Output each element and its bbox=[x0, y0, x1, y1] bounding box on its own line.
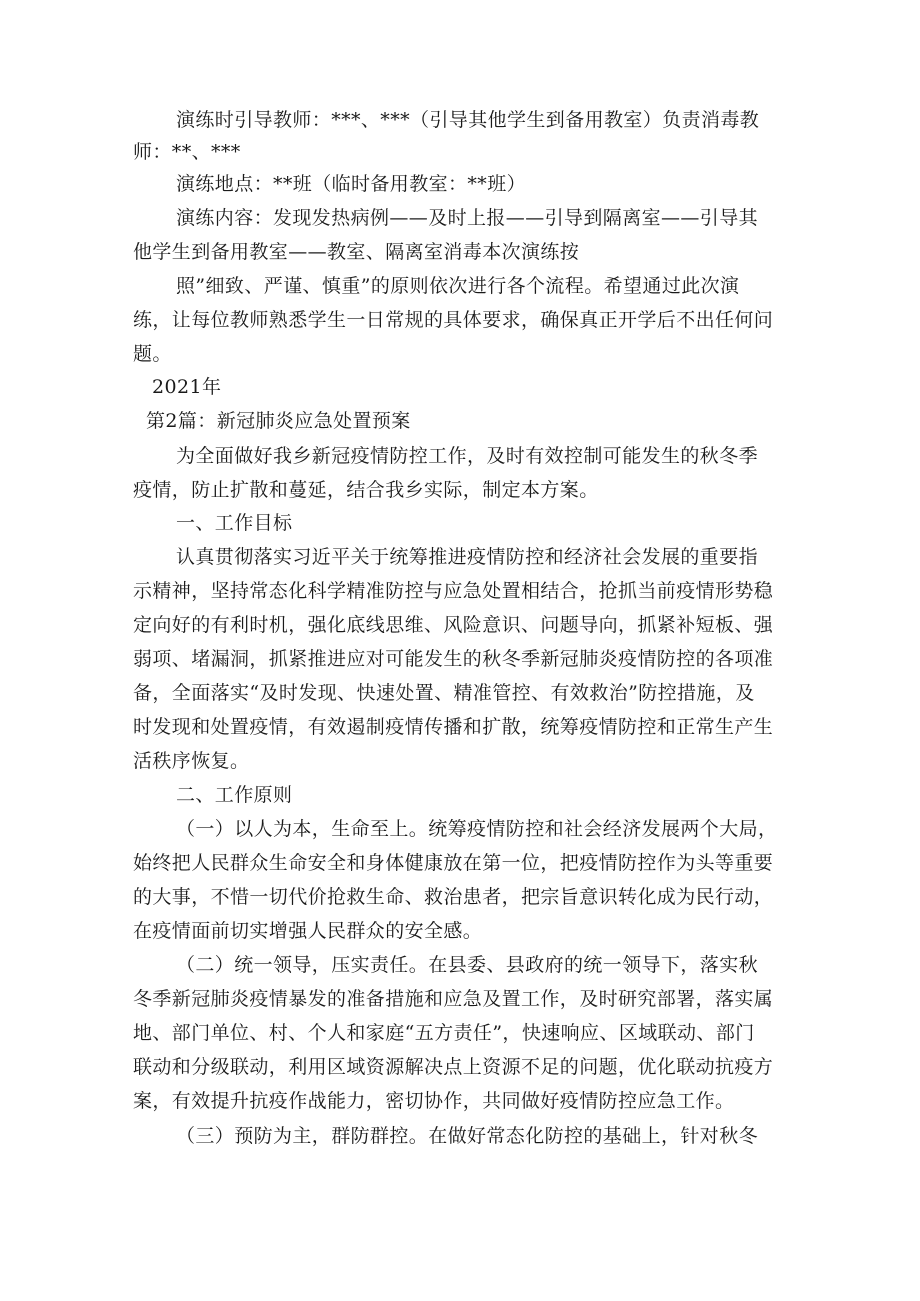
text-line: 活秩序恢复。 bbox=[133, 750, 250, 772]
text-line: （三）预防为主，群防群控。在做好常态化防控的基础上，针对秋冬 bbox=[176, 1125, 759, 1147]
text-line: 演练时引导教师：***、***（引导其他学生到备用教室）负责消毒教 bbox=[176, 109, 760, 131]
text-line: 的大事，不惜一切代价抢救生命、救治患者，把宗旨意识转化成为民行动， bbox=[133, 886, 774, 908]
text-line: 演练地点：**班（临时备用教室：**班） bbox=[176, 173, 527, 195]
text-line: 演练内容：发现发热病例——及时上报——引导到隔离室——引导其 bbox=[176, 207, 759, 229]
text-line: 定向好的有利时机，强化底线思维、风险意识、问题导向，抓紧补短板、强 bbox=[133, 614, 774, 636]
text-line: 题。 bbox=[133, 343, 172, 365]
text-line: 案，有效提升抗疫作战能力，密切协作，共同做好疫情防控应急工作。 bbox=[133, 1090, 735, 1112]
text-line: （一）以人为本，生命至上。统筹疫情防控和社会经济发展两个大局， bbox=[176, 818, 778, 840]
text-line: 2021年 bbox=[152, 376, 222, 398]
text-line: 为全面做好我乡新冠疫情防控工作，及时有效控制可能发生的秋冬季 bbox=[176, 445, 759, 467]
text-line: 练，让每位教师熟悉学生一日常规的具体要求，确保真正开学后不出任何问 bbox=[133, 309, 774, 331]
text-line: 疫情，防止扩散和蔓延，结合我乡实际，制定本方案。 bbox=[133, 479, 599, 501]
text-line: 认真贯彻落实习近平关于统筹推进疫情防控和经济社会发展的重要指 bbox=[176, 546, 759, 568]
text-line: 地、部门单位、村、个人和家庭“五方责任”，快速响应、区域联动、部门 bbox=[133, 1022, 755, 1044]
text-line: 备，全面落实“及时发现、快速处置、精准管控、有效救治”防控措施，及 bbox=[133, 682, 755, 704]
text-line: 始终把人民群众生命安全和身体健康放在第一位，把疫情防控作为头等重要 bbox=[133, 852, 774, 874]
text-line: 照”细致、严谨、慎重”的原则依次进行各个流程。希望通过此次演 bbox=[176, 275, 740, 297]
text-line: 弱项、堵漏洞，抓紧推进应对可能发生的秋冬季新冠肺炎疫情防控的各项准 bbox=[133, 648, 774, 670]
text-line: 师：**、*** bbox=[133, 141, 241, 163]
text-line: 联动和分级联动，利用区域资源解决点上资源不足的问题，优化联动抗疫方 bbox=[133, 1056, 774, 1078]
text-line: 冬季新冠肺炎疫情暴发的准备措施和应急及置工作，及时研究部署，落实属 bbox=[133, 988, 774, 1010]
section-heading: 一、工作目标 bbox=[176, 512, 293, 534]
text-line: 示精神，坚持常态化科学精准防控与应急处置相结合，抢抓当前疫情形势稳 bbox=[133, 580, 774, 602]
text-line: 他学生到备用教室——教室、隔离室消毒本次演练按 bbox=[133, 241, 580, 263]
text-line: 时发现和处置疫情，有效遏制疫情传播和扩散，统筹疫情防控和正常生产生 bbox=[133, 716, 774, 738]
text-line: （二）统一领导，压实责任。在县委、县政府的统一领导下，落实秋 bbox=[176, 954, 759, 976]
text-line: 在疫情面前切实增强人民群众的安全感。 bbox=[133, 920, 483, 942]
section-heading: 第2篇：新冠肺炎应急处置预案 bbox=[146, 410, 411, 432]
section-heading: 二、工作原则 bbox=[176, 784, 293, 806]
